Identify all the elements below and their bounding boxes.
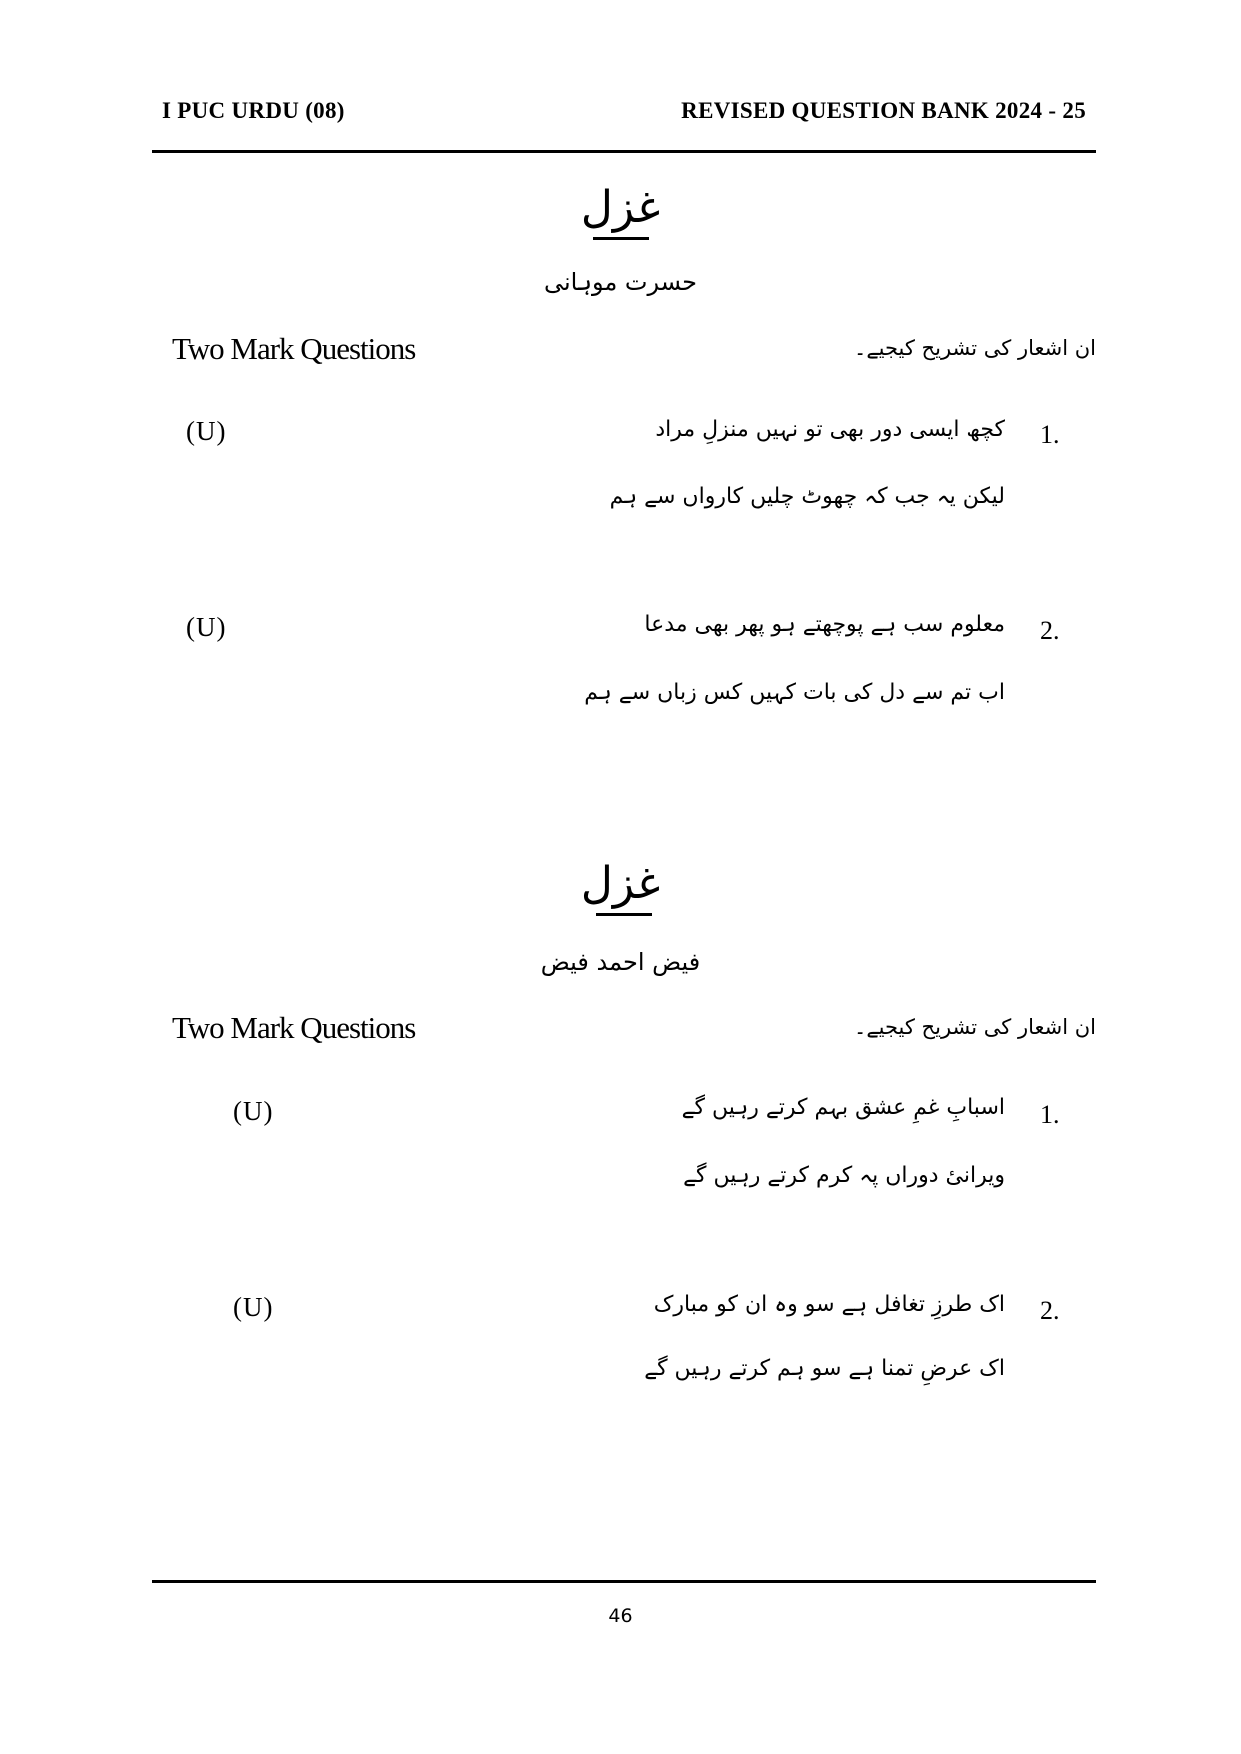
header-rule [152,150,1096,153]
section-1-q2-number: 2. [1040,616,1060,645]
footer-rule [152,1580,1096,1583]
section-1-q1-line2: لیکن یہ جب کہ چھوٹ چلیں کارواں سے ہم [609,484,1005,509]
section-2-label: Two Mark Questions [172,1010,416,1045]
section-2-title-underline [596,913,652,916]
header-left: I PUC URDU (08) [162,98,345,123]
section-2-q2-level: (U) [233,1292,274,1322]
section-1-q2-line1: معلوم سب ہے پوچھتے ہو پھر بھی مدعا [644,612,1005,637]
section-1-q2-level: (U) [186,612,227,642]
section-2-author: فیض احمد فیض [540,948,701,976]
section-1-q1-level: (U) [186,416,227,446]
section-1-title: غزل [580,182,661,233]
section-2-title: غزل [580,858,661,909]
section-2-q1-number: 1. [1040,1100,1060,1129]
section-2-instruction: ان اشعار کی تشریح کیجیے۔ [854,1015,1096,1039]
section-2-q2-line1: اک طرزِ تغافل ہے سو وہ ان کو مبارک [653,1292,1005,1317]
section-2-q2-number: 2. [1040,1296,1060,1325]
page-number: 46 [608,1605,633,1627]
section-2-q1-line2: ویرانیٔ دوراں پہ کرم کرتے رہیں گے [683,1163,1005,1188]
header-right: REVISED QUESTION BANK 2024 - 25 [681,98,1086,123]
section-2-q1-line1: اسبابِ غمِ عشق بہم کرتے رہیں گے [681,1095,1005,1120]
section-2-q1-level: (U) [233,1096,274,1126]
section-2-q2-line2: اک عرضِ تمنا ہے سو ہم کرتے رہیں گے [644,1356,1005,1381]
section-1-instruction: ان اشعار کی تشریح کیجیے۔ [854,336,1096,360]
section-1-q1-number: 1. [1040,420,1060,449]
section-1-label: Two Mark Questions [172,331,416,366]
section-1-q1-line1: کچھ ایسی دور بھی تو نہیں منزلِ مراد [655,417,1005,442]
section-1-author: حسرت موہانی [543,268,698,296]
section-1-q2-line2: اب تم سے دل کی بات کہیں کس زباں سے ہم [584,680,1005,705]
section-1-title-underline [593,237,649,240]
